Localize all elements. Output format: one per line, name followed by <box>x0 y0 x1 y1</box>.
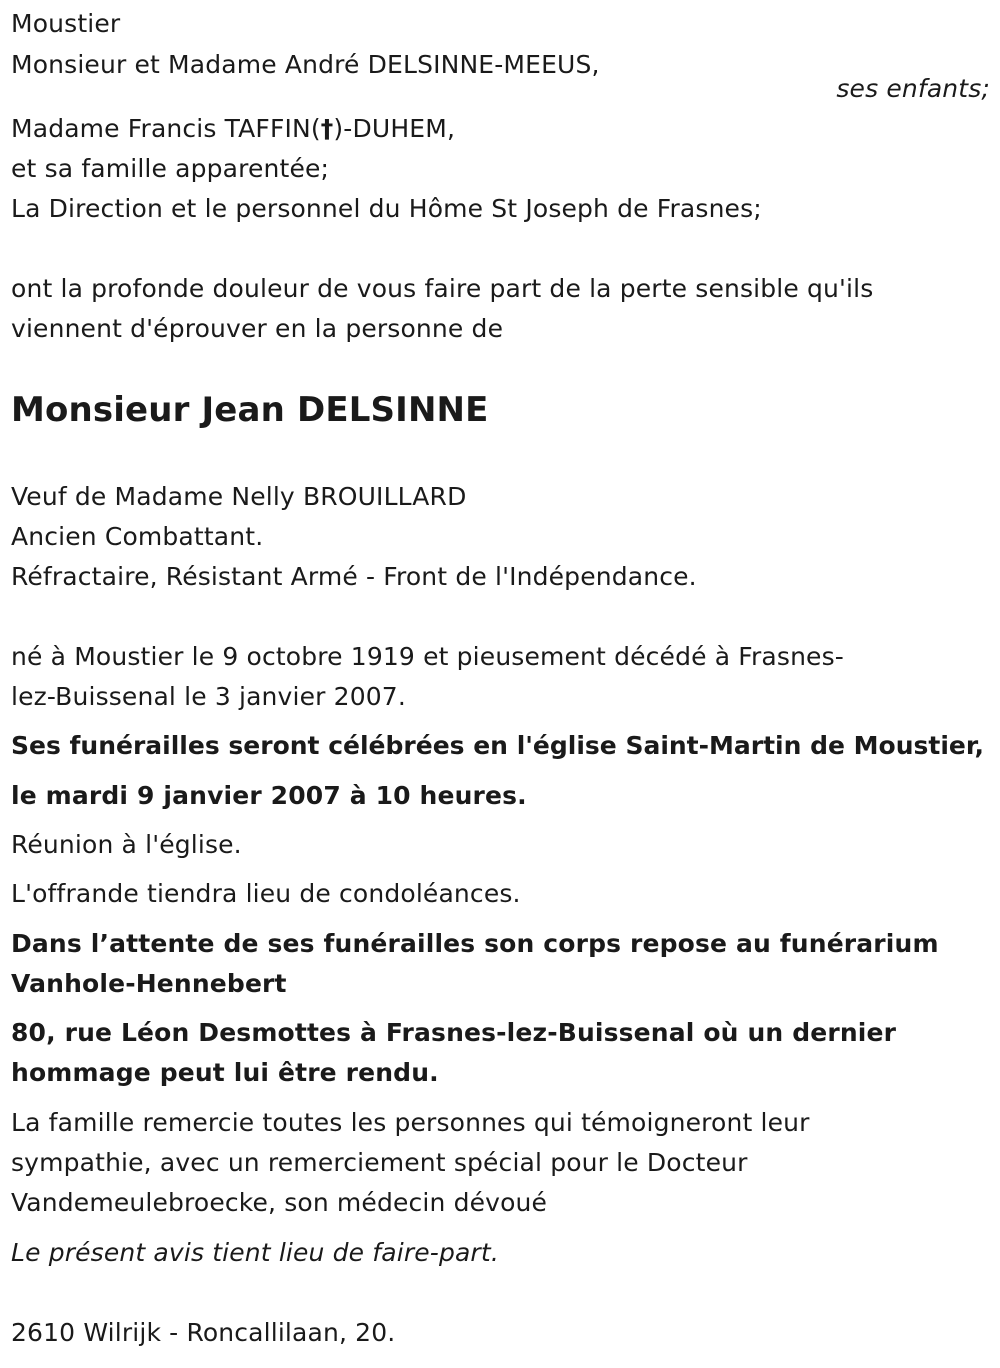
family-line-taffin-before: Madame Francis TAFFIN( <box>11 114 321 143</box>
birth-death-line-1: né à Moustier le 9 octobre 1919 et pieusement décédé à Frasnes- <box>11 642 844 671</box>
funeral-line-1: Ses funérailles seront célébrées en l'église Saint-Martin de Moustier, <box>11 731 985 760</box>
funerarium-line-2: Vanhole-Hennebert <box>11 969 287 998</box>
family-line-taffin-after: )-DUHEM, <box>333 114 456 143</box>
funerarium-address-line-1: 80, rue Léon Desmottes à Frasnes-lez-Buissenal où un dernier <box>11 1018 897 1047</box>
funerarium-address-line-2: hommage peut lui être rendu. <box>11 1058 439 1087</box>
thanks-line-2: sympathie, avec un remerciement spécial pour le Docteur <box>11 1148 748 1177</box>
deceased-resistance: Réfractaire, Résistant Armé - Front de l'Indépendance. <box>11 562 697 591</box>
deceased-widower: Veuf de Madame Nelly BROUILLARD <box>11 482 467 511</box>
family-line-home: La Direction et le personnel du Hôme St Joseph de Frasnes; <box>11 194 762 223</box>
family-line-relatives: et sa famille apparentée; <box>11 154 330 183</box>
notice-statement: Le présent avis tient lieu de faire-part. <box>11 1238 499 1267</box>
family-line-parents: Monsieur et Madame André DELSINNE-MEEUS, <box>11 50 600 79</box>
announcement-line-2: viennent d'éprouver en la personne de <box>11 314 504 343</box>
cross-icon: † <box>320 114 334 143</box>
announcement-line-1: ont la profonde douleur de vous faire part de la perte sensible qu'ils <box>11 274 874 303</box>
deceased-name: Monsieur Jean DELSINNE <box>11 390 489 430</box>
offering-info: L'offrande tiendra lieu de condoléances. <box>11 879 521 908</box>
place-heading: Moustier <box>11 9 121 38</box>
children-label: ses enfants; <box>836 74 990 103</box>
footer-address: 2610 Wilrijk - Roncallilaan, 20. <box>11 1318 396 1347</box>
meeting-info: Réunion à l'église. <box>11 830 242 859</box>
thanks-line-1: La famille remercie toutes les personnes qui témoigneront leur <box>11 1108 810 1137</box>
birth-death-line-2: lez-Buissenal le 3 janvier 2007. <box>11 682 406 711</box>
funeral-line-2: le mardi 9 janvier 2007 à 10 heures. <box>11 781 527 810</box>
deceased-veteran: Ancien Combattant. <box>11 522 264 551</box>
thanks-line-3: Vandemeulebroecke, son médecin dévoué <box>11 1188 548 1217</box>
family-line-taffin <box>11 112 455 146</box>
funerarium-line-1: Dans l’attente de ses funérailles son corps repose au funérarium <box>11 929 939 958</box>
